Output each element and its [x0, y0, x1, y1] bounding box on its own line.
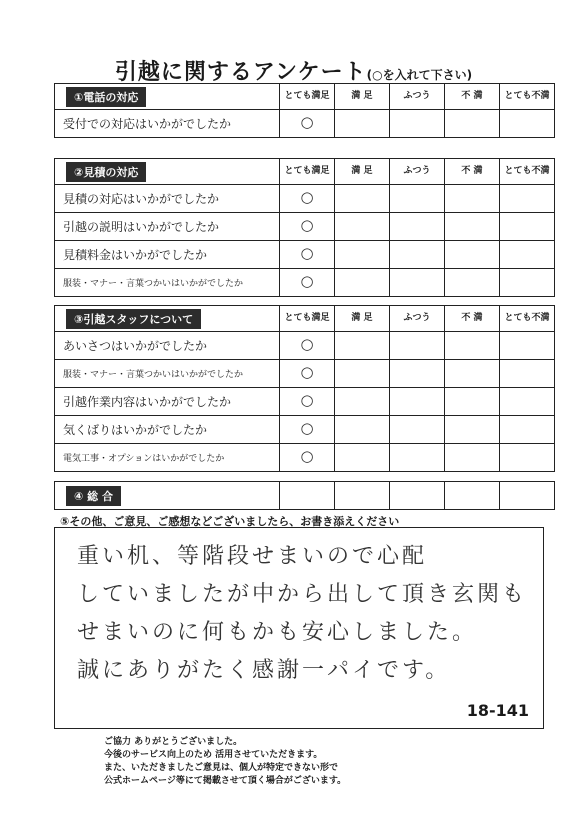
rating-header: ふつう — [390, 159, 445, 185]
answer-mark: ○ — [300, 112, 314, 131]
answer-cell[interactable] — [335, 110, 390, 138]
answer-mark: ○ — [300, 446, 314, 465]
answer-cell[interactable] — [335, 332, 390, 360]
rating-header: とても満足 — [280, 306, 335, 332]
answer-mark: ○ — [300, 334, 314, 353]
section-name: ④ 総 合 — [66, 486, 121, 506]
answer-cell[interactable] — [445, 241, 500, 269]
answer-cell[interactable] — [280, 360, 335, 388]
section-phone — [54, 83, 555, 138]
answer-cell[interactable] — [500, 444, 555, 472]
answer-cell[interactable] — [445, 360, 500, 388]
answer-cell[interactable] — [280, 482, 335, 510]
answer-cell[interactable] — [390, 213, 445, 241]
answer-cell[interactable] — [445, 444, 500, 472]
rating-header: 満 足 — [335, 306, 390, 332]
section-name: ③引越スタッフについて — [66, 309, 201, 329]
comment-line: 重い机、等階段せまいので心配 — [77, 544, 428, 569]
rating-header: とても不満 — [500, 84, 555, 110]
answer-cell[interactable] — [445, 110, 500, 138]
rating-header: とても不満 — [500, 306, 555, 332]
question-row — [55, 444, 555, 472]
answer-cell[interactable] — [390, 110, 445, 138]
section-overall — [54, 481, 555, 510]
comment-line: せまいのに何もかも安心しました。 — [77, 620, 478, 645]
footer-line: 公式ホームページ等にて掲載させて頂く場合がございます。 — [104, 776, 347, 786]
answer-cell[interactable] — [445, 388, 500, 416]
survey-title — [0, 55, 587, 86]
answer-mark: ○ — [300, 187, 314, 206]
answer-cell[interactable] — [390, 360, 445, 388]
question-text: 引越の説明はいかがでしたか — [55, 213, 280, 241]
answer-cell[interactable] — [390, 482, 445, 510]
answer-mark: ○ — [300, 390, 314, 409]
comment-line: 誠にありがたく感謝一パイです。 — [77, 658, 451, 683]
rating-header: ふつう — [390, 306, 445, 332]
answer-cell[interactable] — [445, 482, 500, 510]
answer-cell[interactable] — [445, 213, 500, 241]
rating-header: とても満足 — [280, 84, 335, 110]
answer-cell[interactable] — [335, 360, 390, 388]
question-row — [55, 482, 555, 510]
rating-header: 満 足 — [335, 159, 390, 185]
answer-cell[interactable] — [500, 185, 555, 213]
question-text: 服装・マナー・言葉つかいはいかがでしたか — [55, 269, 280, 297]
footer-line: ご協力 ありがとうございました。 — [104, 737, 243, 747]
answer-mark: ○ — [300, 271, 314, 290]
question-row — [55, 269, 555, 297]
answer-cell[interactable] — [390, 444, 445, 472]
answer-mark: ○ — [300, 362, 314, 381]
answer-cell[interactable] — [280, 185, 335, 213]
answer-cell[interactable] — [390, 388, 445, 416]
answer-mark: ○ — [300, 418, 314, 437]
answer-cell[interactable] — [390, 241, 445, 269]
section-staff — [54, 305, 555, 472]
answer-cell[interactable] — [280, 110, 335, 138]
answer-cell[interactable] — [500, 213, 555, 241]
survey-code: 18-141 — [466, 701, 529, 720]
section-name: ①電話の対応 — [66, 87, 146, 107]
answer-cell[interactable] — [335, 416, 390, 444]
footer-notice — [104, 736, 346, 788]
question-row — [55, 241, 555, 269]
answer-cell[interactable] — [280, 241, 335, 269]
answer-cell[interactable] — [280, 332, 335, 360]
footer-line: また、いただきましたご意見は、個人が特定できない形で — [104, 763, 339, 773]
answer-cell[interactable] — [390, 416, 445, 444]
comment-box[interactable] — [54, 527, 544, 729]
answer-cell[interactable] — [335, 482, 390, 510]
rating-header: 不 満 — [445, 84, 500, 110]
answer-cell[interactable] — [335, 213, 390, 241]
question-row — [55, 332, 555, 360]
rating-header: とても不満 — [500, 159, 555, 185]
question-text: 引越作業内容はいかがでしたか — [55, 388, 280, 416]
question-row — [55, 416, 555, 444]
answer-cell[interactable] — [500, 388, 555, 416]
question-row — [55, 360, 555, 388]
question-row — [55, 110, 555, 138]
answer-cell[interactable] — [445, 185, 500, 213]
question-row — [55, 185, 555, 213]
answer-cell[interactable] — [390, 269, 445, 297]
answer-cell[interactable] — [445, 332, 500, 360]
footer-line: 今後のサービス向上のため 活用させていただきます。 — [104, 750, 323, 760]
rating-header: ふつう — [390, 84, 445, 110]
answer-cell[interactable] — [500, 416, 555, 444]
question-text: 見積の対応はいかがでしたか — [55, 185, 280, 213]
answer-cell[interactable] — [445, 416, 500, 444]
answer-cell[interactable] — [500, 360, 555, 388]
answer-cell[interactable] — [335, 185, 390, 213]
answer-mark: ○ — [300, 215, 314, 234]
question-text: 服装・マナー・言葉つかいはいかがでしたか — [55, 360, 280, 388]
answer-cell[interactable] — [280, 213, 335, 241]
question-text: あいさつはいかがでしたか — [55, 332, 280, 360]
answer-cell[interactable] — [280, 416, 335, 444]
answer-mark: ○ — [300, 243, 314, 262]
answer-cell[interactable] — [335, 241, 390, 269]
question-text: 電気工事・オプションはいかがでしたか — [55, 444, 280, 472]
answer-cell[interactable] — [500, 110, 555, 138]
question-text: 受付での対応はいかがでしたか — [55, 110, 280, 138]
answer-cell[interactable] — [390, 332, 445, 360]
question-text: 気くばりはいかがでしたか — [55, 416, 280, 444]
survey-title-main: 引越に関するアンケート — [114, 60, 367, 85]
answer-cell[interactable] — [335, 388, 390, 416]
survey-title-sub: (○を入れて下さい) — [366, 68, 473, 82]
section-name: ②見積の対応 — [66, 162, 146, 182]
answer-cell[interactable] — [280, 388, 335, 416]
answer-cell[interactable] — [335, 269, 390, 297]
answer-cell[interactable] — [500, 332, 555, 360]
question-text: 見積料金はいかがでしたか — [55, 241, 280, 269]
question-row — [55, 388, 555, 416]
answer-cell[interactable] — [500, 482, 555, 510]
answer-cell[interactable] — [280, 444, 335, 472]
handwritten-comment — [77, 538, 527, 690]
question-row — [55, 213, 555, 241]
rating-header: 不 満 — [445, 306, 500, 332]
rating-header: 不 満 — [445, 159, 500, 185]
rating-header: 満 足 — [335, 84, 390, 110]
comment-line: していましたが中から出して頂き玄関も — [77, 582, 528, 607]
section-estimate — [54, 158, 555, 297]
comment-heading: ⑤その他、ご意見、ご感想などございましたら、お書き添えください — [60, 515, 400, 528]
answer-cell[interactable] — [335, 444, 390, 472]
answer-cell[interactable] — [390, 185, 445, 213]
answer-cell[interactable] — [280, 269, 335, 297]
answer-cell[interactable] — [500, 241, 555, 269]
rating-header: とても満足 — [280, 159, 335, 185]
answer-cell[interactable] — [445, 269, 500, 297]
answer-cell[interactable] — [500, 269, 555, 297]
